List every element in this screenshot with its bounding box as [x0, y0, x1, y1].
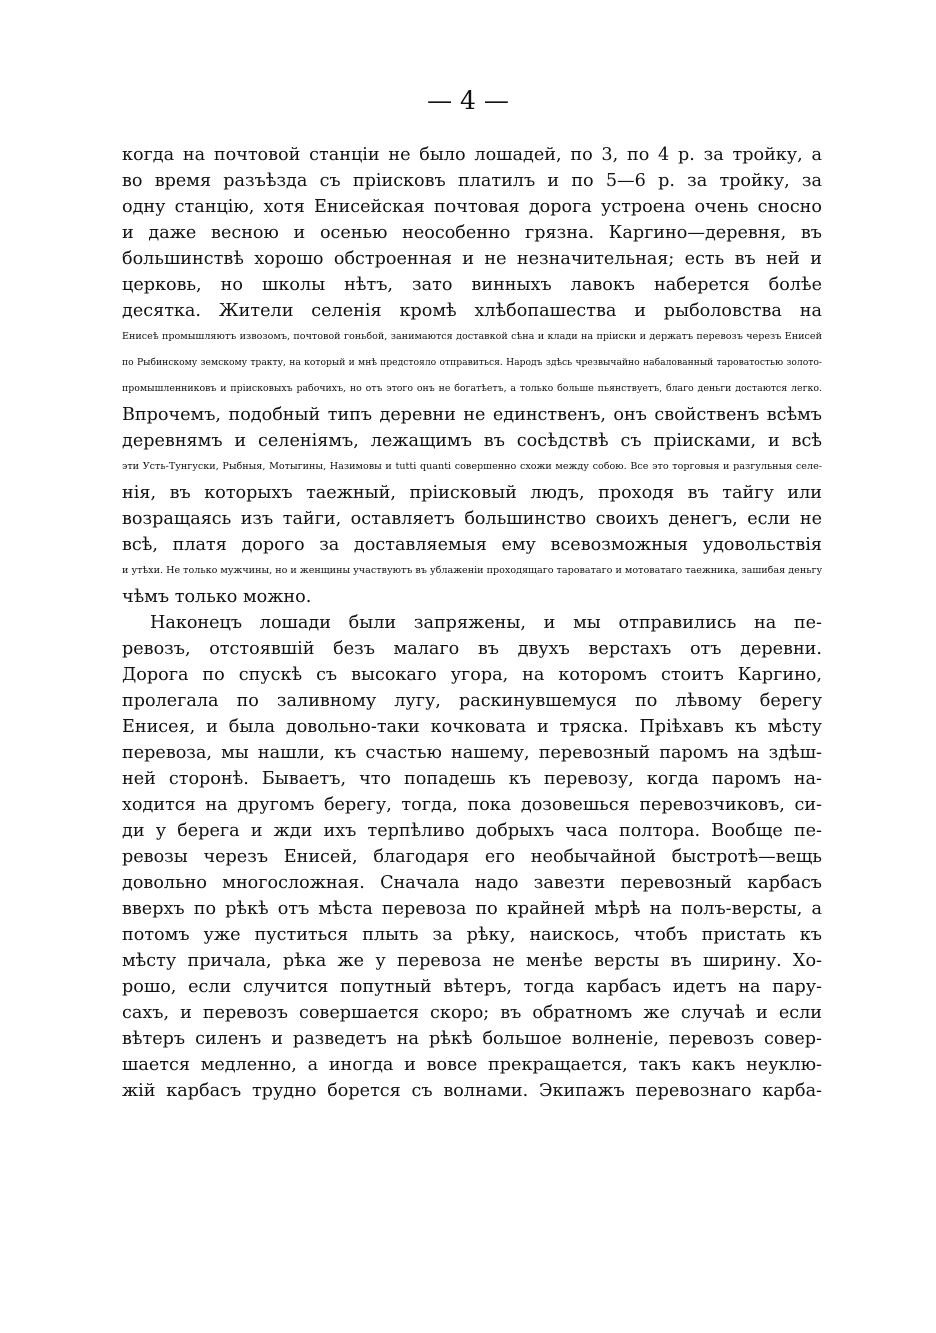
text-line: промышленниковъ и пріисковыхъ рабочихъ, но отъ этого онъ не богатѣетъ, а только больше пьянствуетъ, благо деньги достаются легко.	[122, 383, 822, 394]
paragraph-1	[122, 142, 822, 610]
text-line: рошо, если случится попутный вѣтеръ, тогда карбасъ идетъ на пару-	[122, 977, 822, 997]
text-line: мѣсту причала, рѣка же у перевоза не менѣе версты въ ширину. Хо-	[122, 951, 822, 971]
text-line: шается медленно, а иногда и вовсе прекращается, такъ какъ неуклю-	[122, 1055, 822, 1075]
text-line: и даже весною и осенью неособенно грязна. Каргино—деревня, въ	[122, 223, 822, 243]
text-line: Наконецъ лошади были запряжены, и мы отправились на пе-	[150, 613, 822, 633]
text-line: ревозъ, отстоявшій безъ малаго въ двухъ верстахъ отъ деревни.	[122, 639, 822, 659]
text-line: ней сторонѣ. Бываетъ, что попадешь къ перевозу, когда паромъ на-	[122, 769, 822, 789]
text-line: жій карбасъ трудно борется съ волнами. Экипажъ перевознаго карба-	[122, 1081, 822, 1101]
text-line: одну станцію, хотя Енисейская почтовая дорога устроена очень сносно	[122, 197, 822, 217]
text-line: ходится на другомъ берегу, тогда, пока дозовешься перевозчиковъ, си-	[122, 795, 822, 815]
text-line: нія, въ которыхъ таежный, пріисковый людъ, проходя въ тайгу или	[122, 483, 822, 503]
text-line: эти Усть-Тунгуски, Рыбныя, Мотыгины, Назимовы и tutti quanti совершенно схожи между собою. Все это торговыя и разгульныя селе-	[122, 461, 822, 472]
text-line: ди у берега и жди ихъ терпѣливо добрыхъ часа полтора. Вообще пе-	[122, 821, 822, 841]
text-line: всѣ, платя дорого за доставляемыя ему всевозможныя удовольствія	[122, 535, 822, 555]
text-line: чѣмъ только можно.	[122, 587, 312, 607]
text-line: десятка. Жители селенія кромѣ хлѣбопашества и рыболовства на	[122, 301, 822, 321]
text-line: Енисеѣ промышляютъ извозомъ, почтовой гоньбой, занимаются доставкой сѣна и клади на пріиски и держатъ перевозъ черезъ Енисей	[122, 331, 822, 342]
paragraph-2	[122, 610, 822, 1104]
text-line: во время разъѣзда съ пріисковъ платилъ и по 5—6 р. за тройку, за	[122, 171, 822, 191]
body-text	[122, 142, 822, 1104]
text-line: церковь, но школы нѣтъ, зато винныхъ лавокъ наберется болѣе	[122, 275, 822, 295]
text-line: вѣтеръ силенъ и разведетъ на рѣкѣ большое волненіе, перевозъ совер-	[122, 1029, 822, 1049]
text-line: Дорога по спускѣ съ высокаго угора, на которомъ стоитъ Каргино,	[122, 665, 822, 685]
text-line: вверхъ по рѣкѣ отъ мѣста перевоза по крайней мѣрѣ на полъ-версты, а	[122, 899, 822, 919]
text-line: когда на почтовой станціи не было лошадей, по 3, по 4 р. за тройку, а	[122, 145, 822, 165]
text-line: возращаясь изъ тайги, оставляетъ большинство своихъ денегъ, если не	[122, 509, 822, 529]
text-line: деревнямъ и селеніямъ, лежащимъ въ сосѣдствѣ съ пріисками, и всѣ	[122, 431, 822, 451]
text-line: большинствѣ хорошо обстроенная и не незначительная; есть въ ней и	[122, 249, 822, 269]
text-line: Енисея, и была довольно-таки кочковата и тряска. Пріѣхавъ къ мѣсту	[122, 717, 822, 737]
text-line: потомъ уже пуститься плыть за рѣку, наискось, чтобъ пристать къ	[122, 925, 822, 945]
page-number: — 4 —	[427, 86, 509, 115]
text-line: перевоза, мы нашли, къ счастью нашему, перевозный паромъ на здѣш-	[122, 743, 822, 763]
text-line: по Рыбинскому земскому тракту, на который и мнѣ предстояло отправиться. Народъ здѣсь чрезвычайно набалованный тароватостью золото-	[122, 357, 822, 368]
text-line: и утѣхи. Не только мужчины, но и женщины участвуютъ въ ублаженіи проходящаго тароватаго и мотоватаго таежника, зашибая деньгу	[122, 565, 823, 576]
text-line: сахъ, и перевозъ совершается скоро; въ обратномъ же случаѣ и если	[122, 1003, 822, 1023]
text-line: довольно многосложная. Сначала надо завезти перевозный карбасъ	[122, 873, 822, 893]
text-line: пролегала по заливному лугу, раскинувшемуся по лѣвому берегу	[122, 691, 822, 711]
text-line: Впрочемъ, подобный типъ деревни не единственъ, онъ свойственъ всѣмъ	[122, 405, 822, 425]
text-line: ревозы черезъ Енисей, благодаря его необычайной быстротѣ—вещь	[122, 847, 822, 867]
